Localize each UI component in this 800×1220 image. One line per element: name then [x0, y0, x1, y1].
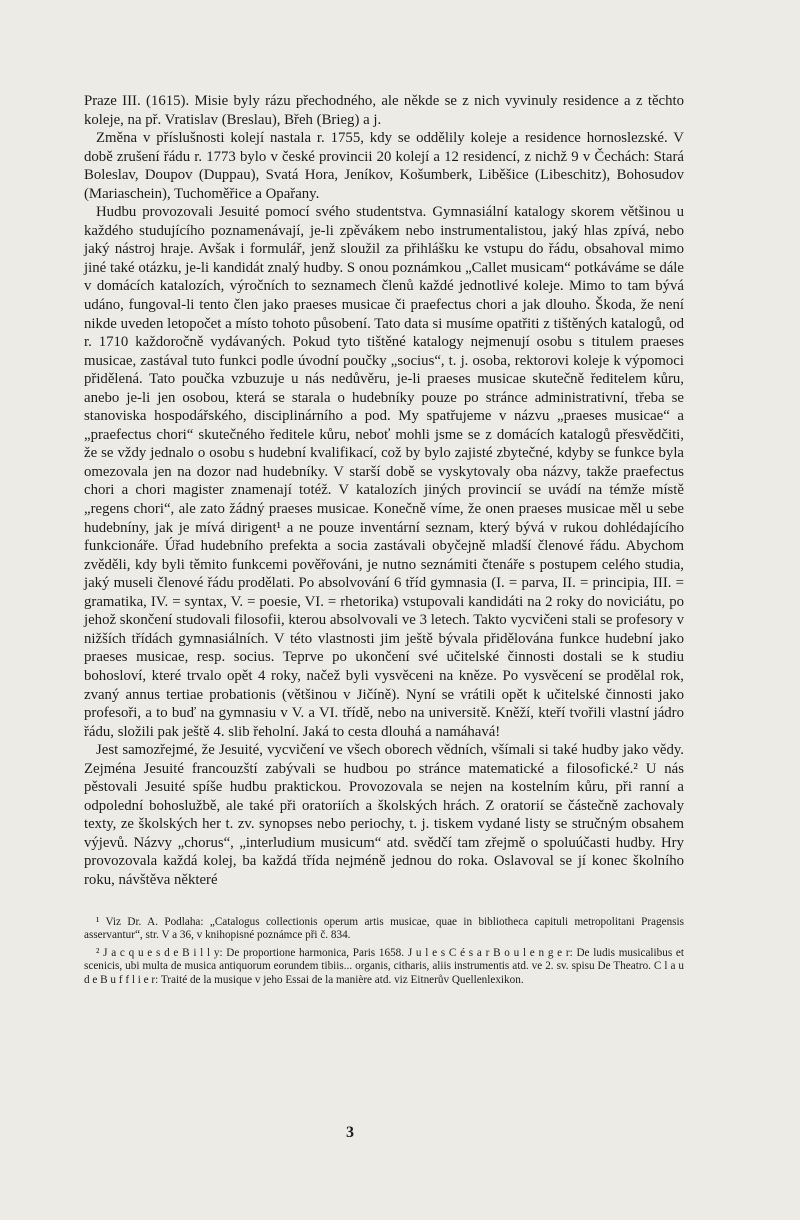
footnote: ² J a c q u e s d e B i l l y: De proportione harmonica, Paris 1658. J u l e s C é s a r B o u l e n g e r: De ludis musicalibus et scenicis, ubi multa de musica antiquorum eorundem tibiis... organis, citharis, aliis instrumentis atd. ve 2. sv. spisu De Theatro. C l a u d e B u f f l i e r: Traité de la musique v jeho Essai de la manière atd. viz Eitnerův Quellenlexikon.: [84, 946, 684, 986]
page-number: 3: [346, 1124, 354, 1141]
paragraph: Změna v příslušnosti kolejí nastala r. 1755, kdy se oddělily koleje a residence hornoslezské. V době zrušení řádu r. 1773 bylo v české provincii 20 kolejí a 12 residencí, z nichž 9 v Čechách: Stará Boleslav, Doupov (Duppau), Svatá Hora, Jeníkov, Košumberk, Liběšice (Libeschitz), Bohosudov (Mariaschein), Tuchoměřice a Opařany.: [84, 130, 684, 202]
footnotes: [84, 916, 684, 988]
footnote: ¹ Viz Dr. A. Podlaha: „Catalogus collectionis operum artis musicae, quae in bibliotheca capituli metropolitani Pragensis asservantur“, str. V a 36, v knihopisné poznámce při č. 834.: [84, 915, 684, 942]
body-text: [84, 92, 684, 890]
document-page: [84, 92, 684, 991]
paragraph: Praze III. (1615). Misie byly rázu přechodného, ale někde se z nich vyvinuly residence a z těchto koleje, na př. Vratislav (Breslau), Břeh (Brieg) a j.: [84, 93, 684, 128]
paragraph: Hudbu provozovali Jesuité pomocí svého studentstva. Gymnasiální katalogy skorem většinou u každého studujícího poznamenávají, je-li zpěvákem nebo instrumentalistou, jaký hlas zpívá, nebo jaký nástroj hraje. Avšak i formulář, jenž sloužil za přihlášku ke vstupu do řádu, obsahoval mimo jiné také otázku, je-li kandidát znalý hudby. S onou poznámkou „Callet musicam“ potkáváme se dále v domácích katalozích, výročních to seznamech členů každé jednotlivé koleje. Mimo to tam bývá udáno, fungoval-li tento člen jako praeses musicae či praefectus chori a jak dlouho. Škoda, že není nikde uveden letopočet a místo tohoto působení. Tato data si musíme opatřiti z tištěných katalogů, od r. 1710 každoročně vydávaných. Pokud tyto tištěné katalogy nejmenují osobu s titulem praeses musicae, zastával tuto funkci podle úvodní poučky „socius“, t. j. osoba, rektorovi koleje k výpomoci přidělená. Tato poučka vzbuzuje u nás nedůvěru, je-li praeses musicae skutečně ředitelem kůru, anebo je-li jen osobou, která se starala o hudebníky pouze po stránce administrativní, třeba se stanoviska hospodářského, disciplinárního a pod. My spatřujeme v názvu „praeses musicae“ a „praefectus chori“ skutečného ředitele kůru, neboť mohli jsme se z domácích katalogů přesvědčiti, že se vždy jednalo o osobu s hudební kvalifikací, což by bylo zajisté zbytečné, kdyby se funkce byla omezovala jen na dozor nad hudebníky. V starší době se vyskytovaly oba názvy, takže praefectus chori a chori magister znamenají totéž. V katalozích jiných provincií se uvádí na témže místě „regens chori“, ale zato žádný praeses musicae. Konečně víme, že onen praeses musicae měl u sebe hudebníny, jak je mívá dirigent¹ a ne pouze inventární seznam, který bývá v rukou dohlédajícího funkcionáře. Úřad hudebního prefekta a socia zastávali obyčejně mladší členové řádu. Abychom zvěděli, kdy byli těmito funkcemi pověřováni, je nutno seznámiti čtenáře s postupem celého studia, jaký museli členové řádu prodělati. Po absolvování 6 tříd gymnasia (I. = parva, II. = principia, III. = gramatika, IV. = syntax, V. = poesie, VI. = rhetorika) vstupovali kandidáti na 2 roky do noviciátu, po jehož skončení studovali filosofii, kterou absolvovali ve 3 letech. Takto vycvičeni stali se profesory v nižších třídách gymnasiálních. V této vlastnosti jim ještě bývala přidělována funkce hudební jako praeses musicae, resp. socius. Teprve po ukončení své učitelské činnosti dostali se k studiu bohosloví, které trvalo opět 4 roky, načež byli vysvěceni na kněze. Po vysvěcení se prodělal rok, zvaný annus tertiae probationis (většinou v Jičíně). Nyní se vrátili opět k učitelské činnosti jako profesoři, a to buď na gymnasiu v V. a VI. třídě, nebo na universitě. Kněží, kteří tvořili vlastní jádro řádu, složili pak ještě 4. slib řeholní. Jaká to cesta dlouhá a namáhavá!: [84, 204, 684, 740]
paragraph: Jest samozřejmé, že Jesuité, vycvičení ve všech oborech vědních, všímali si také hudby jako vědy. Zejména Jesuité francouzští zabývali se hudbou po stránce matematické a filosofické.² U nás pěstovali Jesuité spíše hudbu praktickou. Provozovala se nejen na kostelním kůru, při ranní a odpolední bohoslužbě, ale také při oratoriích a školských hrách. Z oratorií se částečně zachovaly texty, ze školských her t. zv. synopses nebo periochy, t. j. tiskem vydané listy se stručným obsahem výjevů. Názvy „chorus“, „interludium musicum“ atd. svědčí tam zřejmě o spoluúčasti hudby. Hry provozovala každá kolej, ba každá třída nejméně jednou do roka. Oslavoval se jí konec školního roku, návštěva některé: [84, 742, 684, 888]
